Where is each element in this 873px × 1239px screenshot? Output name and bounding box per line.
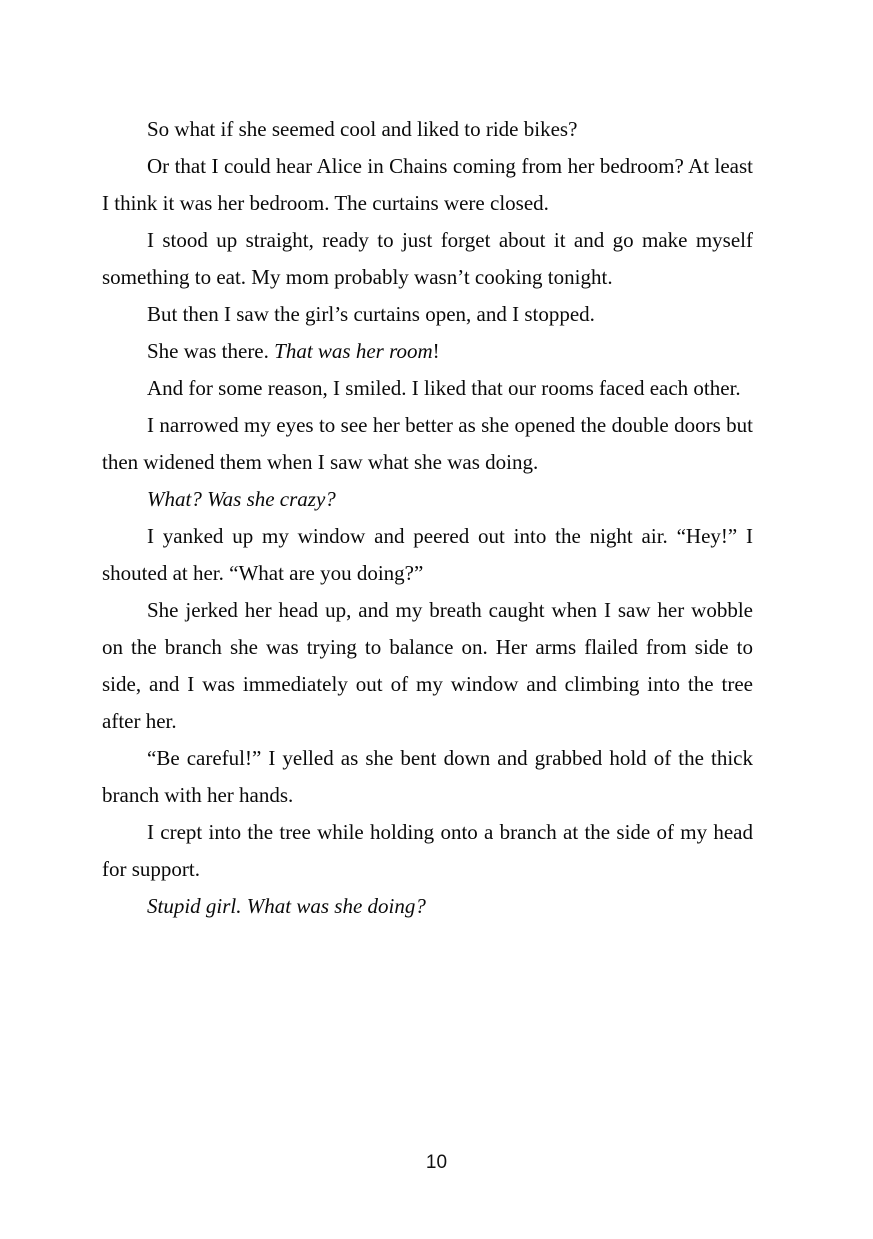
text-segment: She jerked her head up, and my breath caught when I saw her wobble on the branch she was trying to balance on. Her arms flailed from side to side, and I was immediately out of my window and climbing into the tree after her.: [102, 598, 753, 733]
paragraph: [102, 148, 753, 222]
text-segment: !: [432, 339, 440, 363]
text-segment: She was there.: [147, 339, 275, 363]
paragraph: [102, 407, 753, 481]
italic-text-segment: Stupid girl. What was she doing?: [147, 894, 426, 918]
text-segment: So what if she seemed cool and liked to ride bikes?: [147, 117, 578, 141]
paragraph: [102, 592, 753, 740]
text-segment: Or that I could hear Alice in Chains coming from her bedroom? At least I think it was her bedroom. The curtains were closed.: [102, 154, 753, 215]
paragraph: [102, 481, 753, 518]
text-segment: I yanked up my window and peered out into the night air. “Hey!” I shouted at her. “What are you doing?”: [102, 524, 753, 585]
paragraph: [102, 333, 753, 370]
text-segment: And for some reason, I smiled. I liked that our rooms faced each other.: [147, 376, 741, 400]
body-text: [102, 111, 753, 925]
text-segment: But then I saw the girl’s curtains open, and I stopped.: [147, 302, 595, 326]
text-segment: “Be careful!” I yelled as she bent down and grabbed hold of the thick branch with her hands.: [102, 746, 753, 807]
paragraph: [102, 518, 753, 592]
paragraph: [102, 370, 753, 407]
paragraph: [102, 296, 753, 333]
italic-text-segment: That was her room: [274, 339, 433, 363]
paragraph: [102, 222, 753, 296]
page-number: 10: [425, 1152, 448, 1173]
text-segment: I crept into the tree while holding onto a branch at the side of my head for support.: [102, 820, 753, 881]
paragraph: [102, 740, 753, 814]
paragraph: [102, 888, 753, 925]
paragraph: [102, 814, 753, 888]
italic-text-segment: What? Was she crazy?: [147, 487, 336, 511]
text-segment: I stood up straight, ready to just forget about it and go make myself something to eat. My mom probably wasn’t cooking tonight.: [102, 228, 753, 289]
text-segment: I narrowed my eyes to see her better as she opened the double doors but then widened them when I saw what she was doing.: [102, 413, 753, 474]
paragraph: [102, 111, 753, 148]
